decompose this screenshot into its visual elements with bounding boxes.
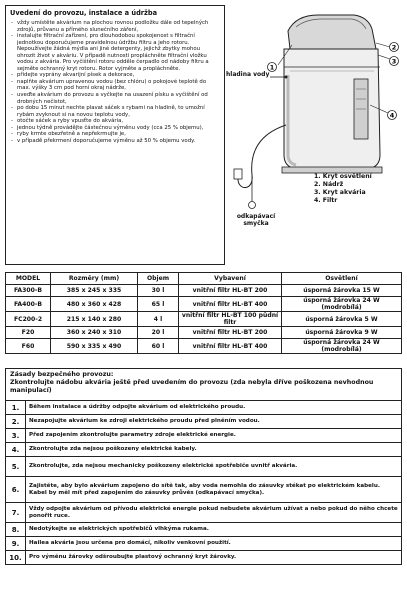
item-text: Vždy odpojte akvárium od přívodu elektrické energie pokud nebudete akvárium užívat a nebo pokud do něho chcete ponořit ruce. (26, 503, 402, 523)
aquarium-illustration (226, 5, 402, 265)
safety-subtitle: Zkontrolujte nádobu akvária ještě před uvedením do provozu (zda nebyla dříve poškozena nevhodnou manipulací) (10, 379, 374, 394)
table-row (6, 401, 402, 415)
cell-lighting: úsporná žárovka 15 W (282, 285, 402, 297)
item-text: Nezapojujte akvárium ke zdroji elektrického proudu před plněním vodou. (26, 415, 402, 429)
header-equipment: Vybavení (179, 273, 282, 285)
cell-dimensions: 385 x 245 x 335 (51, 285, 138, 297)
table-row (6, 477, 402, 503)
cell-equipment: vnitřní filtr HL-BT 200 (179, 327, 282, 339)
item-number: 6. (6, 477, 26, 503)
item-number: 7. (6, 503, 26, 523)
marker-1: 1 (269, 63, 275, 72)
water-level-label: hladina vody (226, 71, 270, 78)
legend-item: 1. Kryt osvětlení (314, 173, 372, 180)
cable-shape (238, 125, 286, 188)
legend-item: 2. Nádrž (314, 181, 344, 188)
table-row (6, 457, 402, 477)
item-number: 2. (6, 415, 26, 429)
table-row (6, 503, 402, 523)
table-row (6, 312, 402, 327)
item-text: Nedotýkejte se elektrických spotřebičů vlhkýma rukama. (26, 523, 402, 537)
marker-2: 2 (391, 43, 397, 52)
cell-model: FC200-2 (6, 312, 51, 327)
cell-equipment: vnitřní filtr HL-BT 200 (179, 285, 282, 297)
item-text: Pro výměnu žárovky odšroubujte plastový ochranný kryt žárovky. (26, 551, 402, 565)
safety-title: Zásady bezpečného provozu: (10, 371, 114, 378)
list-item: - po dobu 15 minut nechte plavat sáček s rybami na hladině, to umožní rybám zvyknout si na novou teplotu vody, (10, 105, 220, 118)
cell-equipment: vnitřní filtr HL-BT 400 (179, 339, 282, 354)
drip-loop-label: odkapávací smyčka (236, 213, 276, 227)
item-number: 8. (6, 523, 26, 537)
legend-item: 3. Kryt akvária (314, 189, 366, 196)
marker-4: 4 (389, 111, 395, 120)
list-item: - ryby krmte obezřetně a nepřekrmujte je, (10, 131, 220, 138)
item-number: 4. (6, 443, 26, 457)
cell-model: FA400-B (6, 297, 51, 312)
cell-volume: 60 l (138, 339, 179, 354)
safety-header (5, 368, 402, 400)
cell-model: F20 (6, 327, 51, 339)
table-row (6, 523, 402, 537)
list-item: - v případě překrmení doporučujeme výměnu až 50 % objemu vody. (10, 138, 220, 145)
light-cover-shape (288, 15, 376, 49)
legend-item: 4. Filtr (314, 197, 338, 204)
table-row (6, 551, 402, 565)
cell-volume: 30 l (138, 285, 179, 297)
illustration-legend (314, 173, 372, 205)
safety-table (5, 400, 402, 565)
cell-lighting: úsporná žárovka 24 W (modrobílá) (282, 297, 402, 312)
header-model: MODEL (6, 273, 51, 285)
list-item: - uveďte akvárium do provozu a vyčkejte na usazení písku a vyčištění od drobných nečistot, (10, 92, 220, 105)
table-row (6, 285, 402, 297)
drip-loop-icon (249, 202, 256, 209)
cell-dimensions: 480 x 360 x 428 (51, 297, 138, 312)
cell-lighting: úsporná žárovka 24 W (modrobílá) (282, 339, 402, 354)
cell-volume: 4 l (138, 312, 179, 327)
list-item: - jednou týdně provádějte částečnou výměnu vody (cca 25 % objemu), (10, 125, 220, 132)
cell-lighting: úsporná žárovka 5 W (282, 312, 402, 327)
table-row (6, 443, 402, 457)
item-number: 1. (6, 401, 26, 415)
table-row (6, 339, 402, 354)
list-item: - vždy umístěte akvárium na plochou rovnou podložku dále od tepelných zdrojů, průvanu a přímého slunečního záření, (10, 20, 220, 33)
cell-model: F60 (6, 339, 51, 354)
model-table (5, 272, 402, 354)
table-row (6, 415, 402, 429)
item-number: 10. (6, 551, 26, 565)
list-item: - přidejte vyprány akvarijní písek a dekorace, (10, 72, 220, 79)
instructions-list (10, 20, 220, 144)
cell-model: FA300-B (6, 285, 51, 297)
header-dimensions: Rozměry (mm) (51, 273, 138, 285)
table-row (6, 537, 402, 551)
list-item: - otočte sáček a ryby vpusťte do akvária, (10, 118, 220, 125)
item-text: Zkontrolujte, zda nejsou mechanicky poškozeny elektrické spotřebiče uvnitř akvária. (26, 457, 402, 477)
item-number: 9. (6, 537, 26, 551)
item-number: 3. (6, 429, 26, 443)
item-number: 5. (6, 457, 26, 477)
cell-dimensions: 360 x 240 x 310 (51, 327, 138, 339)
cell-volume: 20 l (138, 327, 179, 339)
item-text: Zajistěte, aby bylo akvárium zapojeno do sítě tak, aby voda nemohla do zásuvky stékat po elektrickém kabelu. Kabel by měl mít před zapojením do zásuvky průvěs (odkapávací smyčka). (26, 477, 402, 503)
table-row (6, 327, 402, 339)
item-text: Zkontrolujte zda nejsou poškozeny elektrické kabely. (26, 443, 402, 457)
list-item: - instalujte filtrační zařízení, pro dlouhodobou spokojenost s filtrační jednotkou doporučujeme pravidelnou údržbu filtru a jeho rotoru. Nepoužívejte žádná mýdla ani jiné detergenty, jejichž zbytky mohou ohrozit život v akváriu. V případě nutnosti propláchněte filtrační vložku vodou z akvária. Pro vyčištění rotoru odděle čerpadlo od nádoby filtru a sejměte ochranný kryt rotoru. Rotor vyjměte a propláchněte. (10, 33, 220, 72)
list-item: - naplňte akvárium upravenou vodou (bez chlóru) o pokojové teplotě do max. výšky 3 cm pod horní okraj nádrže, (10, 79, 220, 92)
cell-equipment: vnitřní filtr HL-BT 400 (179, 297, 282, 312)
header-volume: Objem (138, 273, 179, 285)
cell-dimensions: 590 x 335 x 490 (51, 339, 138, 354)
plug-icon (234, 169, 242, 179)
cell-volume: 65 l (138, 297, 179, 312)
cell-dimensions: 215 x 140 x 280 (51, 312, 138, 327)
cell-lighting: úsporná žárovka 9 W (282, 327, 402, 339)
table-header-row (6, 273, 402, 285)
installation-instructions (5, 5, 225, 265)
cell-equipment: vnitřní filtr HL-BT 100 půdní filtr (179, 312, 282, 327)
instructions-title: Uvedení do provozu, instalace a údržba (10, 9, 158, 17)
item-text: Během instalace a údržby odpojte akvárium od elektrického proudu. (26, 401, 402, 415)
table-row (6, 297, 402, 312)
marker-3: 3 (391, 57, 397, 66)
table-row (6, 429, 402, 443)
item-text: Před zapojením zkontrolujte parametry zdroje elektrické energie. (26, 429, 402, 443)
header-lighting: Osvětlení (282, 273, 402, 285)
item-text: Hailea akvária jsou určena pro domácí, nikoliv venkovní použití. (26, 537, 402, 551)
